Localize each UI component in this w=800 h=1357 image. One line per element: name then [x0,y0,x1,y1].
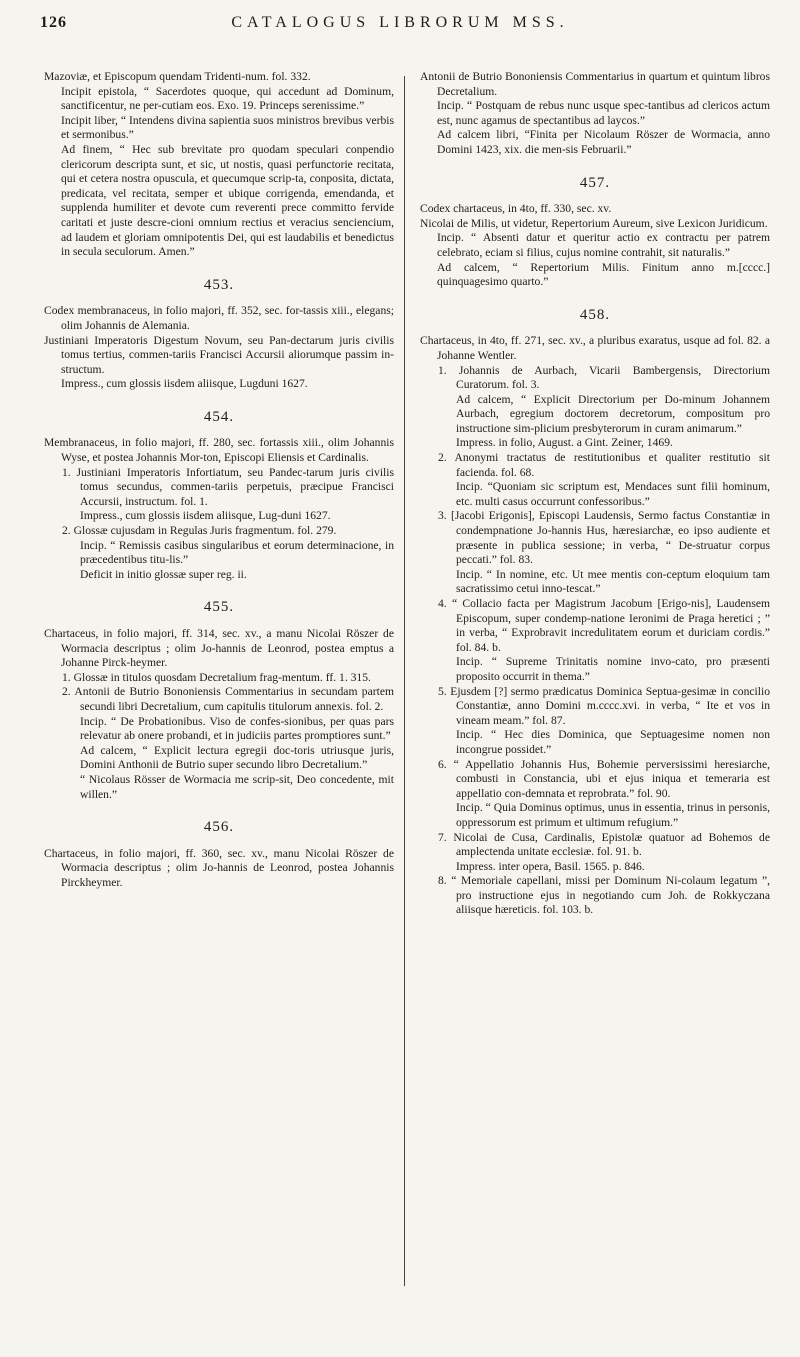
entry-item: 3. [Jacobi Erigonis], Episcopi Laudensis, Sermo factus Constantiæ in condempnatione Jo-hannis Hus, hæresiarchæ, eo ipso audiente et præsente in publica sessione; in verba, “ De-struatur corpus peccati.” fol. 83. [438,509,770,567]
entry-text: Incip. “ De Probationibus. Viso de confes-sionibus, per quas pars relevatur ab onere probandi, et in judiciis partes promptiores sunt.” [80,714,394,743]
entry-item: 2. Antonii de Butrio Bononiensis Commentarius in secundam partem secundi libri Decretalium, cum capitulis titulorum annexis. fol. 2. [62,685,394,713]
entry-text: Incip. “ Absenti datur et queritur actio ex contractu per patrem celebrato, eciam si filius, cujus nomine contrahit, sit naturalis.” [437,231,770,259]
entry-number: 453. [203,276,235,293]
entry-text: “ Nicolaus Rösser de Wormacia me scrip-sit, Deo concedente, mit willen.” [80,772,394,801]
entry-text: Incip. “ In nomine, etc. Ut mee mentis con-ceptum eloquium tam sacratissimo cetui inno-tescat.” [456,567,770,596]
left-column [44,70,394,891]
running-head: CATALOGUS LIBRORUM MSS. [231,14,569,31]
entry-item: 5. Ejusdem [?] sermo prædicatus Dominica Septua-gesimæ in concilio Constantiæ, anno Domini m.cccc.xvi. in verba, “ Ite et vos in vineam meam.” fol. 87. [438,684,770,727]
entry-text: Incipit liber, “ Intendens divina sapientia suos ministros brevibus verbis et sermonibus.” [61,113,394,142]
entry-description: Chartaceus, in folio majori, ff. 314, sec. xv., a manu Nicolai Röszer de Wormacia descriptus ; olim Jo-hannis de Leonrod, postea emptus a Johanne Pirck-heymer. [44,627,394,670]
entry-text: Impress. inter opera, Basil. 1565. p. 846. [456,859,645,873]
entry-text: Impress. in folio, August. a Gint. Zeiner, 1469. [456,436,673,450]
entry-text: Incip. “ Quia Dominus optimus, unus in essentia, trinus in personis, oppressorum est primum et ultimum refugium.” [456,801,770,829]
entry-text: Ad calcem, “ Explicit Directorium per Do-minum Johannem Aurbach, egregium doctorem decretorum, compositum pro instructione sim-plicium presbyterorum in curam animarum.” [456,392,770,435]
entry-text: Incip. “ Hec dies Dominica, que Septuagesime nomen non incongrue possidet.” [456,728,770,756]
entry-description: Codex chartaceus, in 4to, ff. 330, sec. xv. [420,202,612,216]
entry-text: Ad finem, “ Hec sub brevitate pro quodam speculari conpendio clericorum descripta sunt, et sic, ut nostis, quasi perfunctorie recitata, qui et cetera nostra opuscula, et quecumque scrip-ta, conposita, dictata, predicata, vel recitata, semper et ubique corrigenda, emendanda, et supplenda humiliter et devote cum reverenti prece committo fervide caritati et juste descre-cioni omnium rectius et veracius senciencium, ad laudem et gloriam omnipotentis Dei, qui est laudabilis et benedictus in secula seculorum. Amen.” [61,142,394,259]
entry-text: Impress., cum glossis iisdem aliisque, Lugduni 1627. [61,377,308,391]
entry-text: Incip. “ Remissis casibus singularibus et eorum determinacione, in præcedentibus titu-lis.” [80,538,394,567]
entry-item: 1. Glossæ in titulos quosdam Decretalium frag-mentum. ff. 1. 315. [62,670,371,684]
entry-text: Incip. “ Postquam de rebus nunc usque spec-tantibus ad clericos actum est, nunc agamus de spectantibus ad laycos.” [437,99,770,127]
entry-number: 455. [203,599,235,616]
entry-item: 2. Anonymi tractatus de restitutionibus et qualiter restitutio sit facienda. fol. 68. [438,451,770,479]
entry-text: Incipit epistola, “ Sacerdotes quoque, qui accedunt ad Dominum, sanctificentur, ne per-cutiam eos. Exo. 19. Princeps serenissime.” [61,84,394,113]
entry-text: Ad calcem, “ Repertorium Milis. Finitum anno m.[cccc.] quinquagesimo quarto.” [437,260,770,289]
entry-text: Ad calcem libri, “Finita per Nicolaum Röszer de Wormacia, anno Domini 1423, xix. die men-sis Februarii.” [437,128,770,156]
entry-item: 4. “ Collacio facta per Magistrum Jacobum [Erigo-nis], Laudensem Episcopum, super condemp-natione Ieronimi de Praga heretici ; ” in verba, “ Exprobravit incredulitatem eorum et duriciam cordis.” fol. 84. b. [438,597,770,654]
entry-item: 7. Nicolai de Cusa, Cardinalis, Epistolæ quatuor ad Bohemos de amplectenda unitate ecclesiæ. fol. 91. b. [438,830,770,859]
entry-description: Codex membranaceus, in folio majori, ff. 352, sec. for-tassis xiii., elegans; olim Johannis de Alemania. [44,304,394,332]
entry-description: Membranaceus, in folio majori, ff. 280, sec. fortassis xiii., olim Johannis Wyse, et postea Johannis Mor-ton, Episcopi Eliensis et Cardinalis. [44,436,394,465]
entry-item: 8. “ Memoriale capellani, missi per Dominum Ni-colaum legatum ”, pro instructione ejus in negotiando cum Joh. de Rokkyczana aliisque hæreticis. fol. 103. b. [438,874,770,917]
entry-item: 1. Johannis de Aurbach, Vicarii Bambergensis, Directorium Curatorum. fol. 3. [438,363,770,392]
right-column [420,70,770,918]
entry-text: Deficit in initio glossæ super reg. ii. [80,567,247,581]
entry-text: Ad calcem, “ Explicit lectura egregii doc-toris utriusque juris, Domini Anthonii de Butrio super secundo libro Decretalium.” [80,743,394,772]
entry-item: 2. Glossæ cujusdam in Regulas Juris fragmentum. fol. 279. [62,524,337,538]
entry-number: 457. [579,174,611,191]
entry-text: Impress., cum glossis iisdem aliisque, Lug-duni 1627. [80,509,331,523]
entry-text: Mazoviæ, et Episcopum quendam Tridenti-num. fol. 332. [44,70,311,83]
page-number: 126 [40,14,67,31]
entry-text: Nicolai de Milis, ut videtur, Repertorium Aureum, sive Lexicon Juridicum. [420,216,768,230]
entry-text: Justiniani Imperatoris Digestum Novum, seu Pan-dectarum juris civilis tomus tertius, commen-tariis Francisci Accursii aliorumque passim in-structum. [44,333,394,376]
entry-number: 456. [203,819,235,836]
column-divider [404,76,405,1286]
entry-number: 458. [579,306,611,323]
entry-description: Chartaceus, in folio majori, ff. 360, sec. xv., manu Nicolai Röszer de Wormacia descriptus ; olim Jo-hannis de Leonrod, postea Johannis Pirckheymer. [44,846,394,889]
entry-text: Incip. “ Supreme Trinitatis nomine invo-cato, pro præsenti proposito occurrit in thema.” [456,655,770,683]
entry-number: 454. [203,408,235,425]
entry-description: Chartaceus, in 4to, ff. 271, sec. xv., a pluribus exaratus, usque ad fol. 82. a Johanne Wentler. [420,334,770,362]
entry-text: Incip. “Quoniam sic scriptum est, Mendaces sunt filii hominum, etc. multi casus occurrunt confessoribus.” [456,480,770,508]
entry-item: 1. Justiniani Imperatoris Infortiatum, seu Pandec-tarum juris civilis tomus secundus, commen-tariis perpetuis, præcipue Francisci Accursii, instructum. fol. 1. [62,465,394,508]
entry-text: Antonii de Butrio Bononiensis Commentarius in quartum et quintum libros Decretalium. [420,70,770,98]
entry-item: 6. “ Appellatio Johannis Hus, Bohemie perversissimi heresiarche, combusti in Constancia, ubi et ejus iniqua et temeraria est appellatio con-demnata et reprobrata.” fol. 90. [438,757,770,800]
